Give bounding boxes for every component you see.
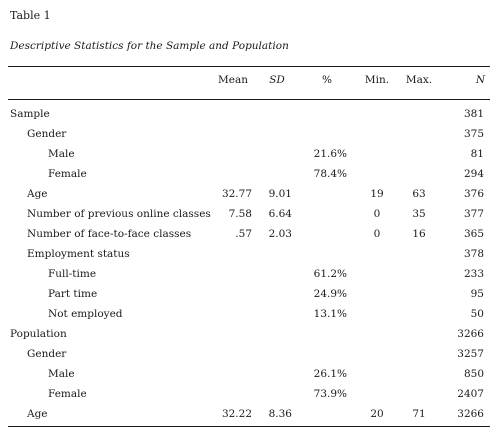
table-row (0, 268, 498, 286)
row-label: Age (27, 408, 48, 420)
cell-n: 3266 (457, 408, 484, 420)
cell-n: 850 (463, 368, 484, 380)
table-row (0, 208, 498, 226)
cell-max: 16 (412, 228, 426, 240)
cell-max: 63 (412, 188, 426, 200)
cell-mean: .57 (235, 228, 252, 240)
header-min: Min. (364, 74, 390, 86)
header-percent: % (322, 74, 332, 86)
row-label: Not employed (48, 308, 123, 320)
table-row (0, 148, 498, 166)
table-row (0, 388, 498, 406)
cell-n: 2407 (457, 388, 484, 400)
cell-mean: 32.22 (221, 408, 252, 420)
row-label: Age (27, 188, 48, 200)
table-row (0, 328, 498, 346)
row-label: Full-time (48, 268, 97, 280)
cell-n: 3266 (457, 328, 484, 340)
table-row (0, 228, 498, 246)
cell-pct: 24.9% (313, 288, 347, 300)
cell-min: 20 (370, 408, 384, 420)
row-label: Employment status (27, 248, 130, 260)
row-label: Gender (27, 128, 67, 140)
cell-n: 376 (463, 188, 484, 200)
cell-n: 81 (470, 148, 484, 160)
cell-sd: 2.03 (268, 228, 292, 240)
table-header-rule (8, 99, 490, 100)
row-label: Sample (10, 108, 50, 120)
table-row (0, 128, 498, 146)
cell-sd: 8.36 (268, 408, 292, 420)
row-label: Number of previous online classes (27, 208, 211, 220)
table-bottom-rule (8, 426, 490, 427)
cell-min: 19 (370, 188, 384, 200)
row-label: Male (48, 148, 75, 160)
table-number: Table 1 (10, 9, 51, 22)
cell-n: 3257 (457, 348, 484, 360)
cell-n: 375 (463, 128, 484, 140)
table-row (0, 108, 498, 126)
cell-n: 377 (463, 208, 484, 220)
cell-pct: 21.6% (313, 148, 347, 160)
cell-pct: 26.1% (313, 368, 347, 380)
header-n: N (475, 74, 485, 86)
row-label: Male (48, 368, 75, 380)
cell-n: 378 (463, 248, 484, 260)
table-row (0, 368, 498, 386)
table-title: Descriptive Statistics for the Sample and Population (10, 40, 289, 52)
row-label: Gender (27, 348, 67, 360)
cell-min: 0 (373, 208, 381, 220)
cell-n: 95 (470, 288, 484, 300)
cell-mean: 32.77 (221, 188, 252, 200)
cell-sd: 6.64 (268, 208, 292, 220)
cell-n: 294 (463, 168, 484, 180)
cell-max: 71 (412, 408, 426, 420)
table-row (0, 188, 498, 206)
row-label: Female (48, 388, 87, 400)
cell-pct: 13.1% (313, 308, 347, 320)
row-label: Female (48, 168, 87, 180)
table-row (0, 168, 498, 186)
cell-mean: 7.58 (228, 208, 252, 220)
cell-n: 365 (463, 228, 484, 240)
row-label: Population (10, 328, 67, 340)
cell-pct: 73.9% (313, 388, 347, 400)
table-row (0, 348, 498, 366)
table-row (0, 248, 498, 266)
table-top-rule (8, 66, 490, 67)
table-row (0, 408, 498, 426)
cell-pct: 61.2% (313, 268, 347, 280)
header-sd: SD (269, 74, 285, 86)
header-max: Max. (405, 74, 433, 86)
table-row (0, 288, 498, 306)
cell-pct: 78.4% (313, 168, 347, 180)
cell-n: 50 (470, 308, 484, 320)
row-label: Part time (48, 288, 98, 300)
cell-min: 0 (373, 228, 381, 240)
cell-n: 233 (463, 268, 484, 280)
header-mean: Mean (218, 74, 248, 86)
row-label: Number of face-to-face classes (27, 228, 192, 240)
cell-n: 381 (463, 108, 484, 120)
cell-max: 35 (412, 208, 426, 220)
cell-sd: 9.01 (268, 188, 292, 200)
table-row (0, 308, 498, 326)
